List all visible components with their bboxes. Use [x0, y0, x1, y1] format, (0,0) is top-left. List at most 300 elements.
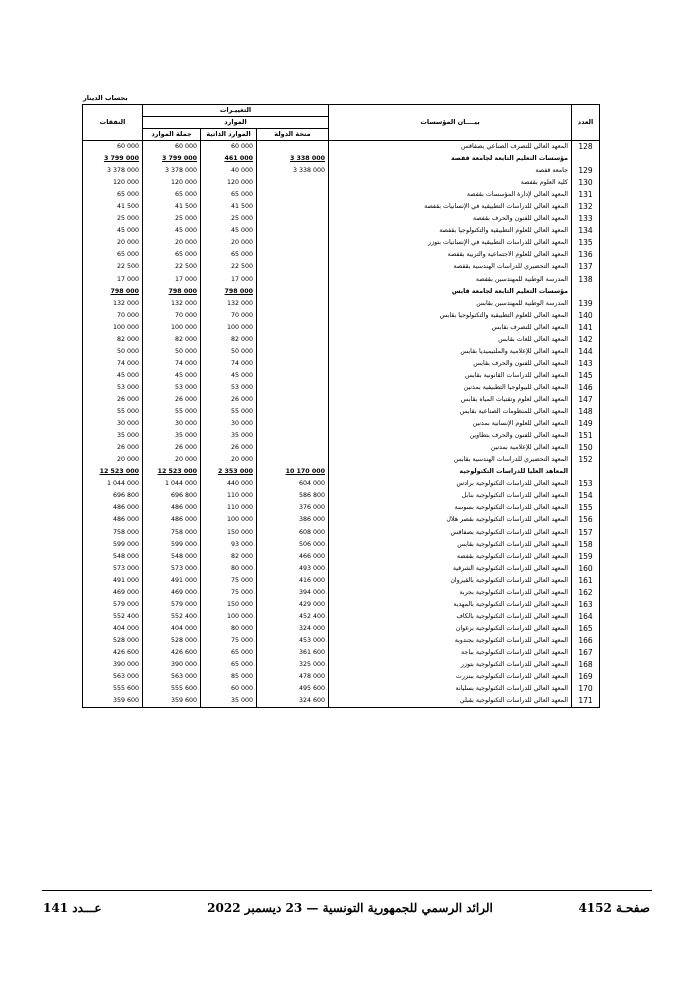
- expenses-cell: 120 000: [83, 177, 143, 189]
- own-resources-cell: 50 000: [201, 346, 257, 358]
- own-resources-cell: 75 000: [201, 587, 257, 599]
- table-row: [83, 141, 600, 154]
- total-resources-cell: 26 000: [143, 442, 201, 454]
- row-number-cell: 171: [572, 695, 600, 708]
- institution-name-cell: المعهد العالي للدراسات التكنولوجية بقصر هلال: [329, 514, 572, 526]
- total-resources-cell: 65 000: [143, 189, 201, 201]
- institution-name-cell: المعهد العالي للإعلامية والملتيميديا بقابس: [329, 346, 572, 358]
- own-resources-cell: 100 000: [201, 514, 257, 526]
- table-row: [83, 274, 600, 286]
- total-resources-cell: 390 000: [143, 659, 201, 671]
- expenses-cell: 22 500: [83, 261, 143, 273]
- institution-name-cell: المعهد العالي للمنظومات الصناعية بقابس: [329, 406, 572, 418]
- state-grant-cell: 386 000: [257, 514, 329, 526]
- state-grant-cell: [257, 213, 329, 225]
- row-number-cell: 134: [572, 225, 600, 237]
- own-resources-cell: 40 000: [201, 165, 257, 177]
- state-grant-cell: 324 000: [257, 623, 329, 635]
- table-row: [83, 237, 600, 249]
- total-resources-cell: 22 500: [143, 261, 201, 273]
- state-grant-cell: [257, 274, 329, 286]
- table-row: [83, 587, 600, 599]
- expenses-cell: 50 000: [83, 346, 143, 358]
- own-resources-cell: 85 000: [201, 671, 257, 683]
- expenses-cell: 70 000: [83, 310, 143, 322]
- table-row: [83, 165, 600, 177]
- row-number-cell: 159: [572, 551, 600, 563]
- state-grant-cell: [257, 394, 329, 406]
- expenses-cell: 26 000: [83, 394, 143, 406]
- row-number-cell: 142: [572, 334, 600, 346]
- total-resources-cell: 486 000: [143, 502, 201, 514]
- row-number-cell: 132: [572, 201, 600, 213]
- row-number-cell: 129: [572, 165, 600, 177]
- header-number: العدد: [572, 105, 600, 141]
- row-number-cell: 151: [572, 430, 600, 442]
- own-resources-cell: 2 353 000: [201, 466, 257, 478]
- table-row: [83, 442, 600, 454]
- institution-name-cell: المعهد العالي للدراسات القانونية بقابس: [329, 370, 572, 382]
- total-resources-cell: 696 800: [143, 490, 201, 502]
- footer-issue-number: عـــدد 141: [43, 901, 102, 915]
- expenses-cell: 74 000: [83, 358, 143, 370]
- header-total-resources: جملة الموارد: [143, 129, 201, 141]
- institution-name-cell: المدرسة الوطنية للمهندسين بقابس: [329, 298, 572, 310]
- institution-name-cell: المعهد العالي للفنون والحرف بتطاوين: [329, 430, 572, 442]
- row-number-cell: [572, 153, 600, 165]
- row-number-cell: 140: [572, 310, 600, 322]
- expenses-cell: 17 000: [83, 274, 143, 286]
- state-grant-cell: 506 000: [257, 539, 329, 551]
- expenses-cell: 528 000: [83, 635, 143, 647]
- expenses-cell: 798 000: [83, 286, 143, 298]
- institution-name-cell: المعهد العالي للدراسات التكنولوجية بقابس: [329, 539, 572, 551]
- table-row: [83, 370, 600, 382]
- expenses-cell: 45 000: [83, 370, 143, 382]
- state-grant-cell: [257, 346, 329, 358]
- expenses-cell: 100 000: [83, 322, 143, 334]
- state-grant-cell: 478 000: [257, 671, 329, 683]
- state-grant-cell: [257, 454, 329, 466]
- institution-name-cell: المعهد العالي للعلوم التطبيقية والتكنولوجيا بقابس: [329, 310, 572, 322]
- total-resources-cell: 552 400: [143, 611, 201, 623]
- own-resources-cell: 75 000: [201, 575, 257, 587]
- own-resources-cell: 93 000: [201, 539, 257, 551]
- own-resources-cell: 110 000: [201, 502, 257, 514]
- institution-name-cell: المعهد العالي للعلوم الاجتماعية والتربية بقفصة: [329, 249, 572, 261]
- total-resources-cell: 20 000: [143, 454, 201, 466]
- own-resources-cell: 65 000: [201, 659, 257, 671]
- state-grant-cell: [257, 298, 329, 310]
- table-row: [83, 406, 600, 418]
- row-number-cell: 141: [572, 322, 600, 334]
- institution-name-cell: المعهد العالي للدراسات التكنولوجية بقبلي: [329, 695, 572, 708]
- institution-name-cell: المدرسة الوطنية للمهندسين بقفصة: [329, 274, 572, 286]
- institution-name-cell: المعهد العالي لإدارة المؤسسات بقفصة: [329, 189, 572, 201]
- total-resources-cell: 3 378 000: [143, 165, 201, 177]
- state-grant-cell: [257, 382, 329, 394]
- institution-name-cell: المعهد العالي لعلوم وتقنيات المياه بقابس: [329, 394, 572, 406]
- total-resources-cell: 120 000: [143, 177, 201, 189]
- expenses-cell: 491 000: [83, 575, 143, 587]
- table-row: [83, 382, 600, 394]
- footer-gazette-title: الرائد الرسمي للجمهورية التونسية — 23 ديسمبر 2022: [207, 901, 493, 915]
- table-row: [83, 611, 600, 623]
- state-grant-cell: [257, 237, 329, 249]
- expenses-cell: 55 000: [83, 406, 143, 418]
- total-resources-cell: 404 000: [143, 623, 201, 635]
- institution-name-cell: المعهد التحضيري للدراسات الهندسية بقفصة: [329, 261, 572, 273]
- expenses-cell: 82 000: [83, 334, 143, 346]
- total-resources-cell: 17 000: [143, 274, 201, 286]
- own-resources-cell: 35 000: [201, 695, 257, 708]
- table-body: [83, 141, 600, 708]
- expenses-cell: 573 000: [83, 563, 143, 575]
- table-row: [83, 249, 600, 261]
- institution-name-cell: المعهد العالي للدراسات التكنولوجية بزغوان: [329, 623, 572, 635]
- total-resources-cell: 20 000: [143, 237, 201, 249]
- own-resources-cell: 70 000: [201, 310, 257, 322]
- institution-name-cell: المعهد التحضيري للدراسات الهندسية بقابس: [329, 454, 572, 466]
- state-grant-cell: 416 000: [257, 575, 329, 587]
- row-number-cell: 147: [572, 394, 600, 406]
- institution-name-cell: المعهد العالي للدراسات التكنولوجية بقفصة: [329, 551, 572, 563]
- expenses-cell: 486 000: [83, 502, 143, 514]
- row-number-cell: 158: [572, 539, 600, 551]
- table-row: [83, 177, 600, 189]
- table-row: [83, 454, 600, 466]
- state-grant-cell: 325 000: [257, 659, 329, 671]
- expenses-cell: 404 000: [83, 623, 143, 635]
- state-grant-cell: 452 400: [257, 611, 329, 623]
- table-row: [83, 418, 600, 430]
- table-row: [83, 310, 600, 322]
- row-number-cell: 153: [572, 478, 600, 490]
- own-resources-cell: 41 500: [201, 201, 257, 213]
- row-number-cell: 133: [572, 213, 600, 225]
- row-number-cell: 161: [572, 575, 600, 587]
- own-resources-cell: 53 000: [201, 382, 257, 394]
- total-resources-cell: 60 000: [143, 141, 201, 154]
- own-resources-cell: 65 000: [201, 189, 257, 201]
- expenses-cell: 696 800: [83, 490, 143, 502]
- table-row: [83, 671, 600, 683]
- institution-name-cell: المعهد العالي للعلوم التطبيقية والتكنولوجيا بقفصة: [329, 225, 572, 237]
- table-row: [83, 430, 600, 442]
- table-row: [83, 213, 600, 225]
- table-row: [83, 478, 600, 490]
- total-resources-cell: 30 000: [143, 418, 201, 430]
- own-resources-cell: 80 000: [201, 623, 257, 635]
- institution-name-cell: جامعة قفصة: [329, 165, 572, 177]
- row-number-cell: 168: [572, 659, 600, 671]
- table-row: [83, 659, 600, 671]
- own-resources-cell: 100 000: [201, 611, 257, 623]
- expenses-cell: 65 000: [83, 189, 143, 201]
- total-resources-cell: 45 000: [143, 370, 201, 382]
- state-grant-cell: 608 000: [257, 527, 329, 539]
- institution-name-cell: المعهد العالي للدراسات التكنولوجية بصفاقس: [329, 527, 572, 539]
- table-row: [83, 527, 600, 539]
- total-resources-cell: 41 500: [143, 201, 201, 213]
- institution-name-cell: المعاهد العليا للدراسات التكنولوجية: [329, 466, 572, 478]
- expenses-cell: 758 000: [83, 527, 143, 539]
- footer-page-number: صفحـة 4152: [578, 901, 650, 915]
- institution-name-cell: المعهد العالي للعلوم الإنسانية بمدنين: [329, 418, 572, 430]
- state-grant-cell: 3 338 000: [257, 153, 329, 165]
- institution-name-cell: المعهد العالي للدراسات التكنولوجية بتوزر: [329, 659, 572, 671]
- own-resources-cell: 26 000: [201, 394, 257, 406]
- total-resources-cell: 82 000: [143, 334, 201, 346]
- expenses-cell: 60 000: [83, 141, 143, 154]
- table-row: [83, 298, 600, 310]
- state-grant-cell: [257, 249, 329, 261]
- table-row: [83, 225, 600, 237]
- state-grant-cell: [257, 310, 329, 322]
- table-row: [83, 551, 600, 563]
- row-number-cell: 149: [572, 418, 600, 430]
- own-resources-cell: 74 000: [201, 358, 257, 370]
- institution-name-cell: المعهد العالي للدراسات التكنولوجية بالقيروان: [329, 575, 572, 587]
- row-number-cell: 157: [572, 527, 600, 539]
- total-resources-cell: 599 000: [143, 539, 201, 551]
- state-grant-cell: 493 000: [257, 563, 329, 575]
- row-number-cell: 146: [572, 382, 600, 394]
- expenses-cell: 25 000: [83, 213, 143, 225]
- institution-name-cell: المعهد العالي للدراسات التكنولوجية ببنزرت: [329, 671, 572, 683]
- expenses-cell: 1 044 000: [83, 478, 143, 490]
- state-grant-cell: 495 600: [257, 683, 329, 695]
- state-grant-cell: 586 800: [257, 490, 329, 502]
- state-grant-cell: 429 000: [257, 599, 329, 611]
- row-number-cell: 164: [572, 611, 600, 623]
- row-number-cell: 169: [572, 671, 600, 683]
- header-changes: التغييـرات: [143, 105, 329, 117]
- row-number-cell: 131: [572, 189, 600, 201]
- institution-name-cell: المعهد العالي للدراسات التكنولوجية بسوسة: [329, 502, 572, 514]
- row-number-cell: 163: [572, 599, 600, 611]
- total-resources-cell: 74 000: [143, 358, 201, 370]
- row-number-cell: 160: [572, 563, 600, 575]
- state-grant-cell: [257, 406, 329, 418]
- budget-table: [82, 104, 600, 708]
- expenses-cell: 45 000: [83, 225, 143, 237]
- state-grant-cell: 394 000: [257, 587, 329, 599]
- own-resources-cell: 150 000: [201, 599, 257, 611]
- state-grant-cell: 604 000: [257, 478, 329, 490]
- institution-name-cell: المعهد العالي للدراسات التكنولوجية بجربة: [329, 587, 572, 599]
- own-resources-cell: 25 000: [201, 213, 257, 225]
- total-resources-cell: 100 000: [143, 322, 201, 334]
- institution-name-cell: المعهد العالي للدراسات التكنولوجية بالمهدية: [329, 599, 572, 611]
- expenses-cell: 599 000: [83, 539, 143, 551]
- expenses-cell: 359 600: [83, 695, 143, 708]
- expenses-cell: 3 799 000: [83, 153, 143, 165]
- state-grant-cell: [257, 418, 329, 430]
- total-resources-cell: 26 000: [143, 394, 201, 406]
- state-grant-cell: [257, 177, 329, 189]
- total-resources-cell: 3 799 000: [143, 153, 201, 165]
- expenses-cell: 30 000: [83, 418, 143, 430]
- total-resources-cell: 12 523 000: [143, 466, 201, 478]
- expenses-cell: 41 500: [83, 201, 143, 213]
- state-grant-cell: [257, 358, 329, 370]
- expenses-cell: 26 000: [83, 442, 143, 454]
- state-grant-cell: [257, 189, 329, 201]
- own-resources-cell: 150 000: [201, 527, 257, 539]
- institution-name-cell: المعهد العالي للفنون والحرف بقفصة: [329, 213, 572, 225]
- total-resources-cell: 555 600: [143, 683, 201, 695]
- own-resources-cell: 26 000: [201, 442, 257, 454]
- table-row: [83, 514, 600, 526]
- own-resources-cell: 75 000: [201, 635, 257, 647]
- table-row: [83, 575, 600, 587]
- state-grant-cell: 3 338 000: [257, 165, 329, 177]
- institution-name-cell: المعهد العالي للدراسات التكنولوجية بالكاف: [329, 611, 572, 623]
- table-row: [83, 599, 600, 611]
- total-resources-cell: 65 000: [143, 249, 201, 261]
- expenses-cell: 469 000: [83, 587, 143, 599]
- table-row: [83, 189, 600, 201]
- own-resources-cell: 17 000: [201, 274, 257, 286]
- expenses-cell: 426 600: [83, 647, 143, 659]
- own-resources-cell: 461 000: [201, 153, 257, 165]
- total-resources-cell: 548 000: [143, 551, 201, 563]
- row-number-cell: 136: [572, 249, 600, 261]
- expenses-cell: 35 000: [83, 430, 143, 442]
- expenses-cell: 390 000: [83, 659, 143, 671]
- state-grant-cell: 324 600: [257, 695, 329, 708]
- row-number-cell: 145: [572, 370, 600, 382]
- table-row: [83, 261, 600, 273]
- row-number-cell: 156: [572, 514, 600, 526]
- total-resources-cell: 573 000: [143, 563, 201, 575]
- total-resources-cell: 426 600: [143, 647, 201, 659]
- own-resources-cell: 110 000: [201, 490, 257, 502]
- row-number-cell: [572, 286, 600, 298]
- header-resources: الموارد: [143, 117, 329, 129]
- institution-name-cell: المعهد العالي للبيولوجيا التطبيقية بمدنين: [329, 382, 572, 394]
- state-grant-cell: 453 000: [257, 635, 329, 647]
- total-resources-cell: 53 000: [143, 382, 201, 394]
- table-row: [83, 502, 600, 514]
- own-resources-cell: 82 000: [201, 334, 257, 346]
- row-number-cell: 167: [572, 647, 600, 659]
- own-resources-cell: 20 000: [201, 454, 257, 466]
- expenses-cell: 65 000: [83, 249, 143, 261]
- row-number-cell: 165: [572, 623, 600, 635]
- expenses-cell: 579 000: [83, 599, 143, 611]
- institution-name-cell: المعهد العالي للدراسات التكنولوجية برادس: [329, 478, 572, 490]
- section-row: [83, 466, 600, 478]
- own-resources-cell: 22 500: [201, 261, 257, 273]
- table-row: [83, 358, 600, 370]
- table-row: [83, 683, 600, 695]
- expenses-cell: 555 600: [83, 683, 143, 695]
- total-resources-cell: 1 044 000: [143, 478, 201, 490]
- total-resources-cell: 579 000: [143, 599, 201, 611]
- institution-name-cell: المعهد العالي للدراسات التكنولوجية بجندوبة: [329, 635, 572, 647]
- expenses-cell: 563 000: [83, 671, 143, 683]
- own-resources-cell: 45 000: [201, 225, 257, 237]
- institution-name-cell: المعهد العالي للتصرف بقابس: [329, 322, 572, 334]
- row-number-cell: 128: [572, 141, 600, 154]
- footer-divider: [42, 890, 652, 891]
- row-number-cell: [572, 466, 600, 478]
- institution-name-cell: المعهد العالي للتصرف الصناعي بصفاقس: [329, 141, 572, 154]
- expenses-cell: 132 000: [83, 298, 143, 310]
- state-grant-cell: [257, 225, 329, 237]
- total-resources-cell: 55 000: [143, 406, 201, 418]
- header-expenses: النفقات: [83, 105, 143, 141]
- institution-name-cell: المعهد العالي للغات بقابس: [329, 334, 572, 346]
- expenses-cell: 20 000: [83, 454, 143, 466]
- row-number-cell: 130: [572, 177, 600, 189]
- header-own-resources: الموارد الذاتية: [201, 129, 257, 141]
- institution-name-cell: المعهد العالي للإعلامية بمدنين: [329, 442, 572, 454]
- own-resources-cell: 120 000: [201, 177, 257, 189]
- row-number-cell: 135: [572, 237, 600, 249]
- own-resources-cell: 55 000: [201, 406, 257, 418]
- table-row: [83, 539, 600, 551]
- table-row: [83, 647, 600, 659]
- total-resources-cell: 758 000: [143, 527, 201, 539]
- table-row: [83, 623, 600, 635]
- expenses-cell: 20 000: [83, 237, 143, 249]
- unit-note: بحساب الدينار: [83, 94, 128, 102]
- own-resources-cell: 798 000: [201, 286, 257, 298]
- state-grant-cell: 376 000: [257, 502, 329, 514]
- institution-name-cell: المعهد العالي للفنون والحرف بقابس: [329, 358, 572, 370]
- own-resources-cell: 80 000: [201, 563, 257, 575]
- table-row: [83, 563, 600, 575]
- total-resources-cell: 798 000: [143, 286, 201, 298]
- institution-name-cell: المعهد العالي للدراسات التكنولوجية بسليانة: [329, 683, 572, 695]
- table-row: [83, 635, 600, 647]
- state-grant-cell: [257, 334, 329, 346]
- section-row: [83, 286, 600, 298]
- header-state-grant: منحة الدولة: [257, 129, 329, 141]
- row-number-cell: 152: [572, 454, 600, 466]
- institution-name-cell: كلية العلوم بقفصة: [329, 177, 572, 189]
- row-number-cell: 137: [572, 261, 600, 273]
- institution-name-cell: المعهد العالي للدراسات التكنولوجية بنابل: [329, 490, 572, 502]
- row-number-cell: 139: [572, 298, 600, 310]
- institution-name-cell: المعهد العالي للدراسات التطبيقية في الإنسانيات بتوزر: [329, 237, 572, 249]
- state-grant-cell: [257, 370, 329, 382]
- table-row: [83, 322, 600, 334]
- row-number-cell: 143: [572, 358, 600, 370]
- total-resources-cell: 50 000: [143, 346, 201, 358]
- row-number-cell: 155: [572, 502, 600, 514]
- total-resources-cell: 70 000: [143, 310, 201, 322]
- table-row: [83, 490, 600, 502]
- section-row: [83, 153, 600, 165]
- total-resources-cell: 359 600: [143, 695, 201, 708]
- own-resources-cell: 20 000: [201, 237, 257, 249]
- row-number-cell: 150: [572, 442, 600, 454]
- table-row: [83, 394, 600, 406]
- own-resources-cell: 65 000: [201, 249, 257, 261]
- total-resources-cell: 491 000: [143, 575, 201, 587]
- total-resources-cell: 25 000: [143, 213, 201, 225]
- row-number-cell: 148: [572, 406, 600, 418]
- state-grant-cell: [257, 430, 329, 442]
- state-grant-cell: 466 000: [257, 551, 329, 563]
- institution-name-cell: مؤسسات التعليم التابعة لجامعة قفصة: [329, 153, 572, 165]
- state-grant-cell: 361 600: [257, 647, 329, 659]
- own-resources-cell: 440 000: [201, 478, 257, 490]
